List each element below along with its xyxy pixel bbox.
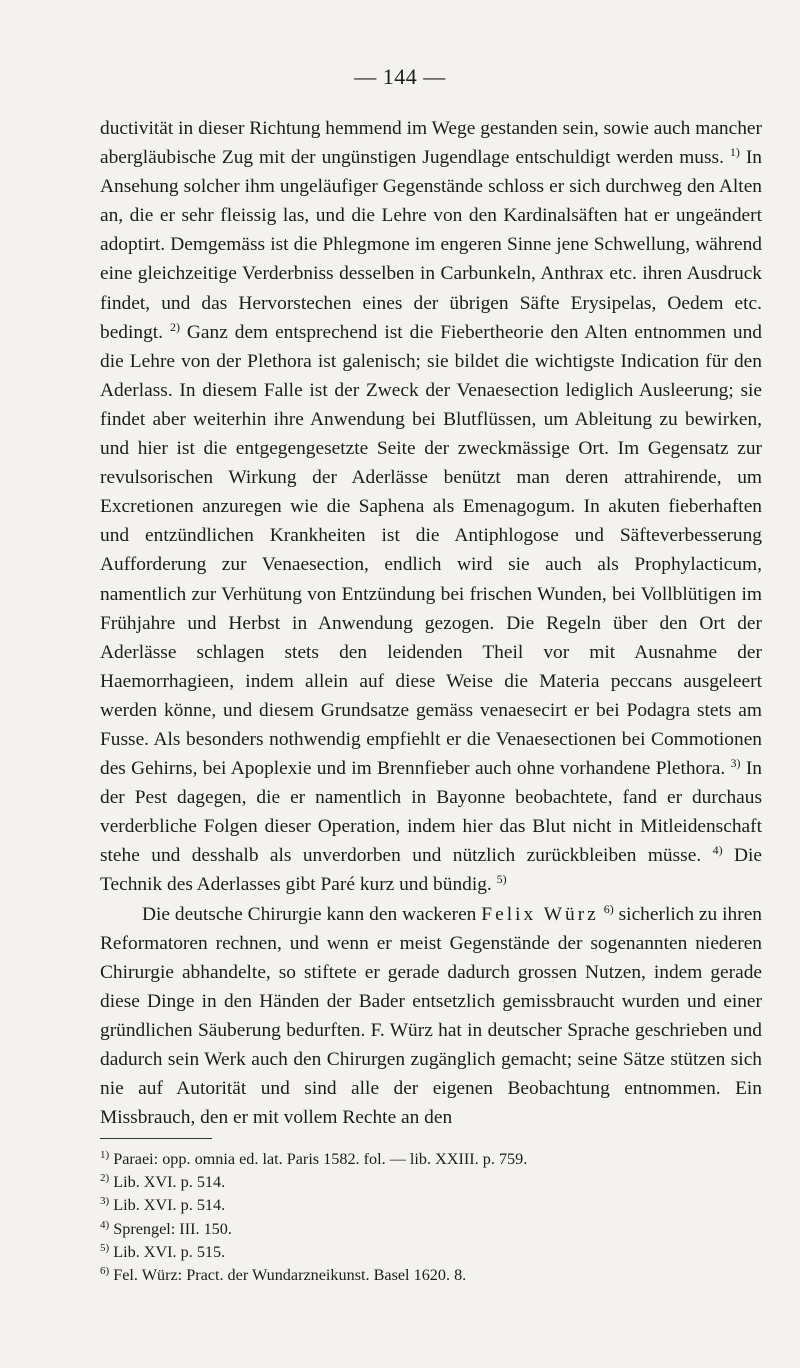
footnote-text: Paraei: opp. omnia ed. lat. Paris 1582. fol. — lib. XXIII. p. 759. <box>113 1150 528 1168</box>
footnote-mark: 5) <box>100 1241 110 1254</box>
text-run: Die deutsche Chirurgie kann den wackeren <box>142 903 482 925</box>
text-run: In der Pest dagegen, die er namentlich in Bayonne beobachtete, fand er durchaus verderbliche Folgen dieser Operation, indem hier das Blut nicht in Mitleidenschaft stehe und desshalb als unverdorben und nützlich zurückbleiben müsse. <box>100 758 762 867</box>
footnote-ref: 1) <box>729 145 740 160</box>
text-run: Die Technik des Aderlasses gibt Paré kurz und bündig. <box>100 845 762 896</box>
footnote <box>100 1264 762 1287</box>
footnote-mark: 6) <box>100 1265 110 1278</box>
paragraph <box>100 114 762 900</box>
footnote-mark: 2) <box>100 1172 110 1185</box>
footnote-ref: 4) <box>712 843 723 858</box>
footnote-text: Lib. XVI. p. 515. <box>113 1242 226 1261</box>
footnote-ref: 3) <box>730 756 741 771</box>
spaced-name: Felix Würz <box>481 903 599 925</box>
footnote-ref: 6) <box>603 901 614 916</box>
text-run: In Ansehung solcher ihm ungeläufiger Gegenstände schloss er sich durchweg den Alten an, die er sehr fleissig las, und die Lehre von den Kardinalsäften hat er ungeändert adoptirt. Demgemäss ist die Phlegmone im engeren Sinne jene Schwellung, während eine gleichzeitige Verderbniss desselben in Carbunkeln, Anthrax etc. ihren Ausdruck findet, und das Hervorstechen eines der übrigen Säfte Erysipelas, Oedem etc. bedingt. <box>100 147 762 343</box>
footnote-text: Lib. XVI. p. 514. <box>113 1173 226 1192</box>
text-run: Ganz dem entsprechend ist die Fiebertheorie den Alten entnommen und die Lehre von der Plethora ist galenisch; sie bildet die wichtigste Indication für den Aderlass. In diesem Falle ist der Zweck der Venaesection lediglich Ausleerung; sie findet aber weiterhin ihre Anwendung bei Blutflüssen, um Ableitung zu bewirken, und hier ist die entgegengesetzte Seite der zweckmässige Ort. Im Gegensatz zur revulsorischen Wirkung der Aderlässe benützt man deren attrahirende, um Excretionen anzuregen wie die Saphena als Emenagogum. In akuten fieberhaften und entzündlichen Krankheiten ist die Antiphlogose und Säfteverbesserung Aufforderung zur Venaesection, endlich wird sie auch als Prophylacticum, namentlich zur Verhütung von Entzündung bei frischen Wunden, bei Vollblütigen im Frühjahre und Herbst in Anwendung gezogen. Die Regeln über den Ort der Aderlässe schlagen stets den leidenden Theil vor mit Ausnahme der Haemorrhagieen, indem allein auf diese Weise die Materia peccans ausgeleert werden könne, und diesem Grundsatze gemäss venaesecirt er bei Podagra stets am Fusse. Als besonders nothwendig empfiehlt er die Venaesectionen bei Commotionen des Gehirns, bei Apoplexie und im Brennfieber auch ohne vorhandene Plethora. <box>100 321 762 780</box>
footnote-text: Lib. XVI. p. 514. <box>113 1196 226 1215</box>
footnote <box>100 1194 762 1217</box>
paragraph <box>100 900 762 1133</box>
footnote-text: Sprengel: III. 150. <box>113 1219 232 1238</box>
footnote-mark: 1) <box>100 1149 110 1161</box>
text-run: sicherlich zu ihren Reformatoren rechnen, und wenn er meist Gegenstände der sogenannten niederen Chirurgie abhandelte, so stiftete er gerade dadurch grossen Nutzen, indem gerade diese Dinge in den Händen der Bader entsetzlich gemissbraucht wurden und einer gründlichen Säuberung bedurften. F. Würz hat in deutscher Sprache geschrieben und dadurch sein Werk auch den Chirurgen zugänglich gemacht; seine Sätze stützen sich nie auf Autorität und sind alle der eigenen Beobachtung entnommen. Ein Missbrauch, den er mit vollem Rechte an den <box>100 903 762 1129</box>
footnote <box>100 1218 762 1241</box>
footnotes <box>100 1148 762 1287</box>
footnote <box>100 1171 762 1194</box>
footnote-ref: 5) <box>496 872 507 887</box>
text-run: ductivität in dieser Richtung hemmend im Wege gestanden sein, sowie auch mancher abergläubische Zug mit der ungünstigen Jugendlage entschuldigt werden muss. <box>100 118 762 169</box>
footnote <box>100 1241 762 1264</box>
page-number: — 144 — <box>354 64 446 89</box>
footnote-mark: 3) <box>100 1195 110 1208</box>
body-text <box>100 114 762 1132</box>
footnote-ref: 2) <box>169 319 180 334</box>
footnote-divider <box>100 1138 212 1139</box>
footnote <box>100 1148 762 1171</box>
footnote-text: Fel. Würz: Pract. der Wundarzneikunst. Basel 1620. 8. <box>113 1266 467 1285</box>
footnote-mark: 4) <box>100 1218 110 1231</box>
